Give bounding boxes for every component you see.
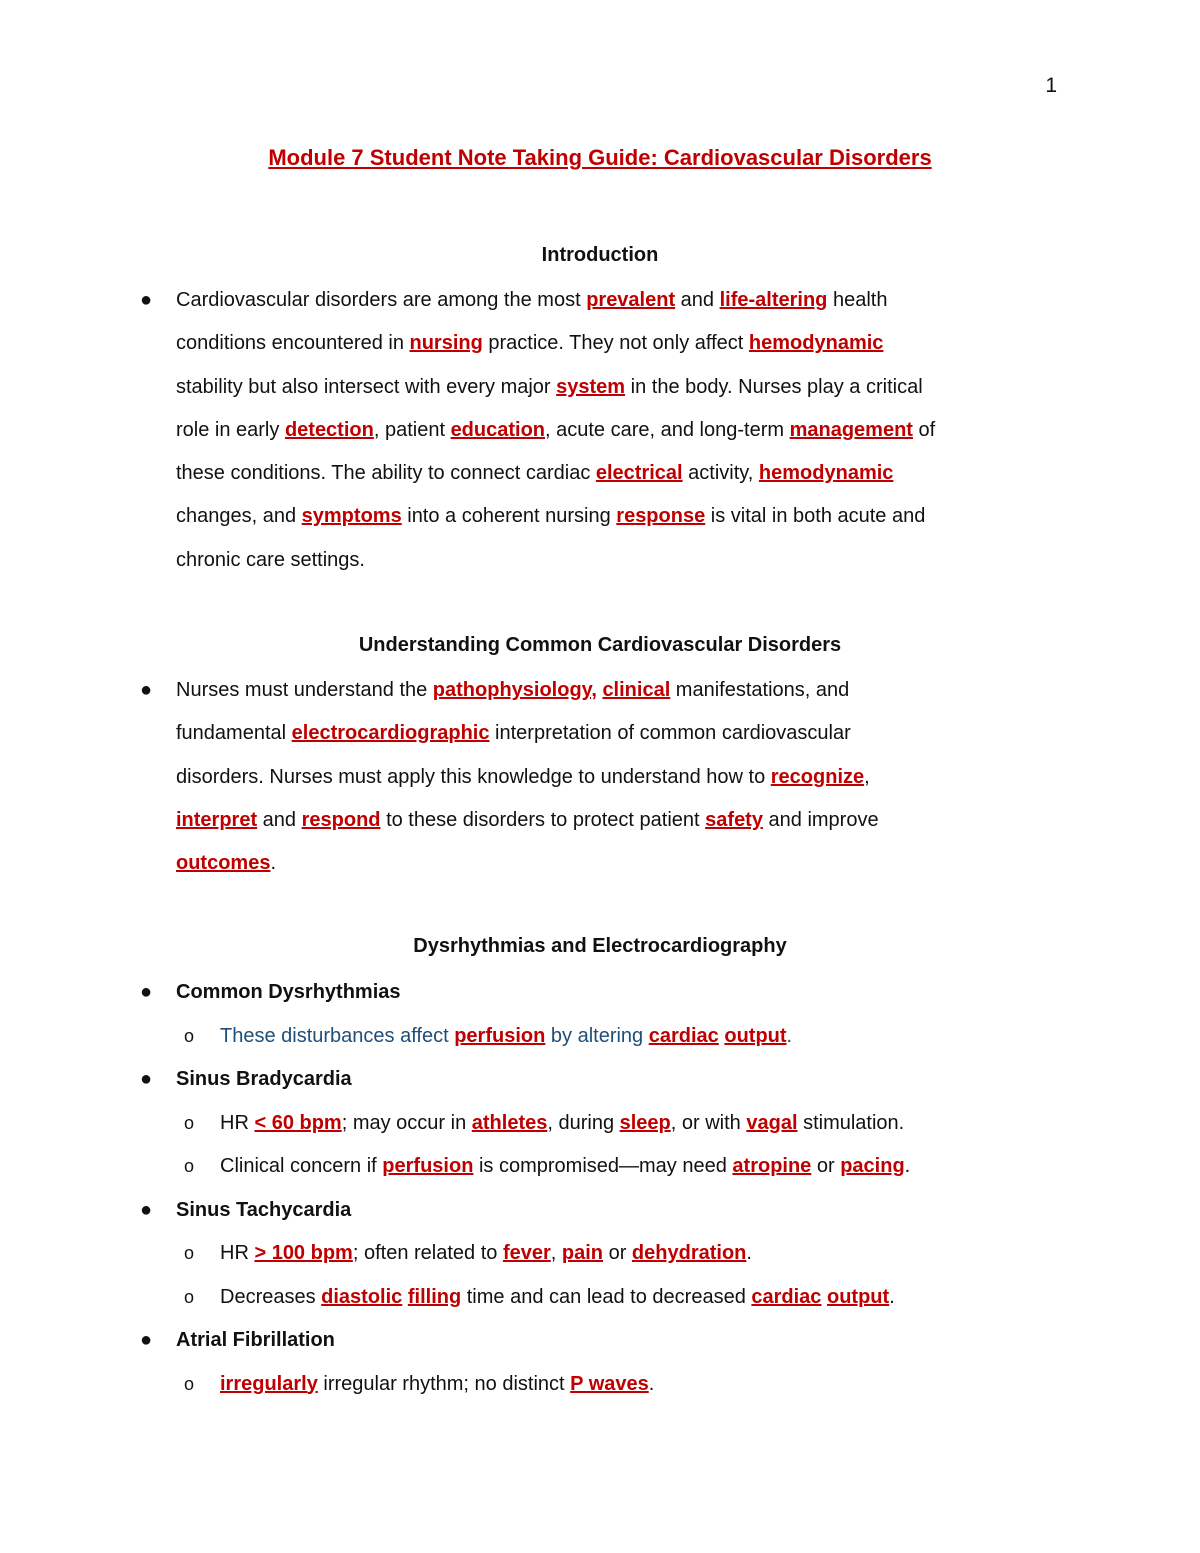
- keyword-fill-in: hemodynamic: [748, 332, 884, 355]
- text-span: .: [746, 1242, 752, 1264]
- paragraph-line: [176, 799, 1056, 842]
- circle-bullet-icon: o: [184, 1373, 195, 1394]
- paragraph-line: [176, 495, 1056, 538]
- keyword-fill-in: prevalent: [586, 289, 676, 311]
- document-title: Module 7 Student Note Taking Guide: Cardiovascular Disorders: [268, 145, 932, 170]
- text-span: ,: [864, 765, 870, 788]
- section-heading-introduction: Introduction: [541, 244, 659, 266]
- bullet-icon: ●: [140, 679, 153, 701]
- keyword-fill-in: output: [724, 1024, 787, 1047]
- keyword-fill-in: electrical: [595, 462, 683, 485]
- dysrhythmia-item: [140, 1068, 352, 1091]
- text-span: conditions encountered in: [176, 332, 410, 355]
- text-span: stimulation.: [797, 1111, 905, 1134]
- paragraph-line: [176, 366, 1056, 409]
- keyword-fill-in: atropine: [732, 1155, 812, 1177]
- text-span: .: [270, 852, 277, 875]
- text-span: or: [811, 1155, 841, 1177]
- keyword-fill-in: pathophysiology,: [432, 679, 597, 701]
- bullet-icon: ●: [140, 981, 153, 1003]
- dysrhythmia-item: [140, 981, 401, 1004]
- text-span: these conditions. The ability to connect cardiac: [176, 462, 596, 485]
- keyword-fill-in: pacing: [840, 1155, 905, 1177]
- keyword-fill-in: output: [827, 1285, 890, 1308]
- text-span: disorders. Nurses must apply this knowledge to understand how to: [176, 765, 771, 788]
- keyword-fill-in: system: [556, 375, 626, 398]
- paragraph-line: [176, 322, 1056, 365]
- bullet-icon: ●: [140, 1198, 153, 1221]
- bullet-icon: ●: [140, 289, 153, 311]
- text-span: to these disorders to protect patient: [380, 808, 706, 831]
- text-span: by altering: [545, 1024, 649, 1047]
- sub-bullet-item: [184, 1025, 792, 1048]
- text-span: health: [827, 289, 888, 311]
- keyword-fill-in: perfusion: [382, 1155, 474, 1177]
- text-span: or: [603, 1242, 632, 1264]
- text-span: , acute care, and long-term: [545, 418, 790, 441]
- keyword-fill-in: symptoms: [301, 505, 402, 528]
- keyword-fill-in: life-altering: [719, 289, 828, 311]
- section-heading-dysrhythmias: Dysrhythmias and Electrocardiography: [413, 935, 787, 957]
- paragraph-line: [176, 669, 1056, 712]
- keyword-fill-in: management: [789, 418, 913, 441]
- keyword-fill-in: sleep: [619, 1111, 671, 1134]
- text-span: .: [786, 1024, 793, 1047]
- keyword-fill-in: nursing: [409, 332, 483, 355]
- circle-bullet-icon: o: [184, 1286, 195, 1307]
- page-number: 1: [1045, 74, 1057, 97]
- keyword-fill-in: cardiac: [751, 1285, 822, 1308]
- text-span: Nurses must understand the: [176, 679, 433, 701]
- text-span: .: [648, 1372, 655, 1395]
- sub-bullet-item: [184, 1112, 904, 1135]
- keyword-fill-in: diastolic: [321, 1285, 403, 1308]
- keyword-fill-in: > 100 bpm: [254, 1242, 353, 1264]
- text-span: These disturbances affect: [220, 1024, 455, 1047]
- text-span: stability but also intersect with every major: [176, 375, 557, 398]
- text-span: manifestations, and: [670, 679, 850, 701]
- keyword-fill-in: pain: [561, 1242, 604, 1264]
- text-span: ,: [550, 1242, 562, 1264]
- text-span: ; often related to: [352, 1242, 503, 1264]
- keyword-fill-in: education: [450, 418, 546, 441]
- text-span: practice. They not only affect: [482, 332, 749, 355]
- keyword-fill-in: detection: [284, 418, 374, 441]
- keyword-fill-in: interpret: [176, 808, 258, 831]
- keyword-fill-in: vagal: [746, 1111, 798, 1134]
- keyword-fill-in: < 60 bpm: [254, 1111, 342, 1134]
- text-span: ; may occur in: [341, 1111, 472, 1134]
- text-span: fundamental: [176, 722, 292, 745]
- paragraph-line: [176, 842, 1056, 885]
- text-span: role in early: [176, 418, 285, 441]
- keyword-fill-in: fever: [502, 1242, 551, 1264]
- sub-bullet-item: [184, 1286, 895, 1309]
- text-span: and improve: [762, 808, 879, 831]
- dysrhythmia-label: Common Dysrhythmias: [176, 981, 401, 1003]
- text-span: chronic care settings.: [176, 548, 365, 571]
- keyword-fill-in: dehydration: [631, 1242, 747, 1264]
- dysrhythmia-item: [140, 1329, 335, 1352]
- text-span: HR: [220, 1242, 255, 1264]
- circle-bullet-icon: o: [184, 1156, 195, 1176]
- keyword-fill-in: response: [616, 505, 706, 528]
- text-span: .: [904, 1155, 911, 1177]
- keyword-fill-in: clinical: [602, 679, 671, 701]
- keyword-fill-in: outcomes: [176, 852, 271, 875]
- text-span: , patient: [373, 418, 451, 441]
- text-span: and: [675, 289, 720, 311]
- text-span: , or with: [670, 1111, 747, 1134]
- keyword-fill-in: irregularly: [220, 1372, 318, 1395]
- keyword-fill-in: P waves: [570, 1372, 649, 1395]
- paragraph-line: [176, 712, 1056, 755]
- dysrhythmia-label: Sinus Tachycardia: [176, 1198, 352, 1221]
- sub-bullet-item: [184, 1373, 654, 1396]
- dysrhythmia-label: Atrial Fibrillation: [176, 1329, 335, 1351]
- text-span: time and can lead to decreased: [461, 1285, 752, 1308]
- text-span: changes, and: [176, 505, 302, 528]
- paragraph-line: [176, 756, 1056, 799]
- keyword-fill-in: recognize: [770, 765, 865, 788]
- text-span: Clinical concern if: [220, 1155, 383, 1177]
- introduction-paragraph: [176, 279, 1056, 582]
- text-span: into a coherent nursing: [401, 505, 617, 528]
- keyword-fill-in: filling: [407, 1285, 462, 1308]
- keyword-fill-in: safety: [705, 808, 763, 831]
- text-span: in the body. Nurses play a critical: [625, 375, 923, 398]
- paragraph-line: [176, 452, 1056, 495]
- circle-bullet-icon: o: [184, 1112, 195, 1133]
- sub-bullet-item: [184, 1155, 910, 1178]
- keyword-fill-in: respond: [301, 808, 381, 831]
- bullet-icon: ●: [140, 1068, 153, 1090]
- text-span: Cardiovascular disorders are among the most: [176, 289, 587, 311]
- text-span: activity,: [682, 462, 759, 485]
- keyword-fill-in: electrocardiographic: [291, 722, 490, 745]
- keyword-fill-in: perfusion: [454, 1024, 546, 1047]
- text-span: Decreases: [220, 1285, 322, 1308]
- keyword-fill-in: athletes: [471, 1111, 548, 1134]
- text-span: and: [257, 808, 302, 831]
- text-span: irregular rhythm; no distinct: [317, 1372, 571, 1395]
- text-span: is compromised—may need: [473, 1155, 733, 1177]
- dysrhythmia-label: Sinus Bradycardia: [176, 1068, 352, 1090]
- keyword-fill-in: cardiac: [648, 1024, 719, 1047]
- paragraph-line: [176, 539, 1056, 582]
- circle-bullet-icon: o: [184, 1025, 195, 1046]
- dysrhythmia-item: [140, 1199, 351, 1222]
- paragraph-line: [176, 409, 1056, 452]
- bullet-icon: ●: [140, 1329, 153, 1351]
- paragraph-line: [176, 279, 1056, 322]
- understanding-paragraph: [176, 669, 1056, 885]
- text-span: , during: [547, 1111, 620, 1134]
- text-span: of: [912, 418, 936, 441]
- keyword-fill-in: hemodynamic: [758, 462, 894, 485]
- section-heading-understanding: Understanding Common Cardiovascular Disorders: [358, 634, 842, 656]
- circle-bullet-icon: o: [184, 1243, 195, 1263]
- text-span: interpretation of common cardiovascular: [489, 722, 851, 745]
- sub-bullet-item: [184, 1242, 752, 1265]
- text-span: is vital in both acute and: [705, 505, 926, 528]
- text-span: HR: [220, 1111, 255, 1134]
- text-span: .: [889, 1285, 895, 1308]
